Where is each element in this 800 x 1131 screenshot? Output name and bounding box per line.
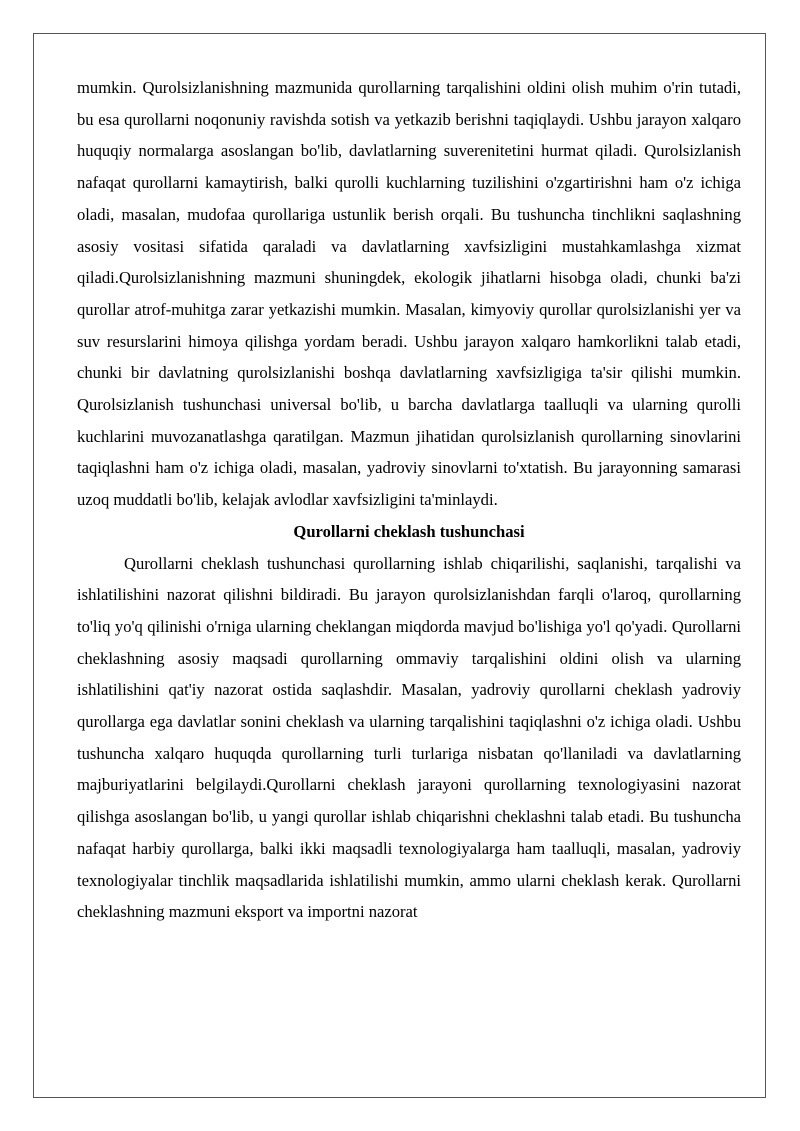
document-body [77, 72, 741, 928]
body-paragraph-2: Qurollarni cheklash tushunchasi qurollarning ishlab chiqarilishi, saqlanishi, tarqalishi va ishlatilishini nazorat qilishni bildiradi. Bu jarayon qurolsizlanishdan farqli o'laroq, qurollarning to'liq yo'q qilinishi o'rniga ularning cheklangan miqdorda mavjud bo'lishiga yo'l qo'yadi. Qurollarni cheklashning asosiy maqsadi qurollarning ommaviy tarqalishini oldini olish va ularning ishlatilishini qat'iy nazorat ostida saqlashdir. Masalan, yadroviy qurollarni cheklash yadroviy qurollarga ega davlatlar sonini cheklash va ularning tarqalishini taqiqlashni o'z ichiga oladi. Ushbu tushuncha xalqaro huquqda qurollarning turli turlariga nisbatan qo'llaniladi va davlatlarning majburiyatlarini belgilaydi.Qurollarni cheklash jarayoni qurollarning texnologiyasini nazorat qilishga asoslangan bo'lib, u yangi qurollar ishlab chiqarishni cheklashni talab etadi. Bu tushuncha nafaqat harbiy qurollarga, balki ikki maqsadli texnologiyalarga ham taalluqli, masalan, yadroviy texnologiyalar tinchlik maqsadlarida ishlatilishi mumkin, ammo ularni cheklash kerak. Qurollarni cheklashning mazmuni eksport va importni nazorat [77, 553, 741, 922]
section-heading: Qurollarni cheklash tushunchasi [293, 521, 525, 541]
body-paragraph-1: mumkin. Qurolsizlanishning mazmunida qurollarning tarqalishini oldini olish muhim o'rin tutadi, bu esa qurollarni noqonuniy ravishda sotish va yetkazib berishni taqiqlaydi. Ushbu jarayon xalqaro huquqiy normalarga asoslangan bo'lib, davlatlarning suverenitetini hurmat qiladi. Qurolsizlanish nafaqat qurollarni kamaytirish, balki qurolli kuchlarning tuzilishini o'zgartirishni ham o'z ichiga oladi, masalan, mudofaa qurollariga ustunlik berish orqali. Bu tushuncha tinchlikni saqlashning asosiy vositasi sifatida qaraladi va davlatlarning xavfsizligini mustahkamlashga xizmat qiladi.Qurolsizlanishning mazmuni shuningdek, ekologik jihatlarni hisobga oladi, chunki ba'zi qurollar atrof-muhitga zarar yetkazishi mumkin. Masalan, kimyoviy qurollar qurolsizlanishi yer va suv resurslarini himoya qilishga yordam beradi. Ushbu jarayon xalqaro hamkorlikni talab etadi, chunki bir davlatning qurolsizlanishi boshqa davlatlarning xavfsizligiga ta'sir qilishi mumkin. Qurolsizlanish tushunchasi universal bo'lib, u barcha davlatlarga taalluqli va ularning qurolli kuchlarini muvozanatlashga qaratilgan. Mazmun jihatidan qurolsizlanish qurollarning sinovlarini taqiqlashni ham o'z ichiga oladi, masalan, yadroviy sinovlarni to'xtatish. Bu jarayonning samarasi uzoq muddatli bo'lib, kelajak avlodlar xavfsizligini ta'minlaydi. [77, 78, 741, 510]
